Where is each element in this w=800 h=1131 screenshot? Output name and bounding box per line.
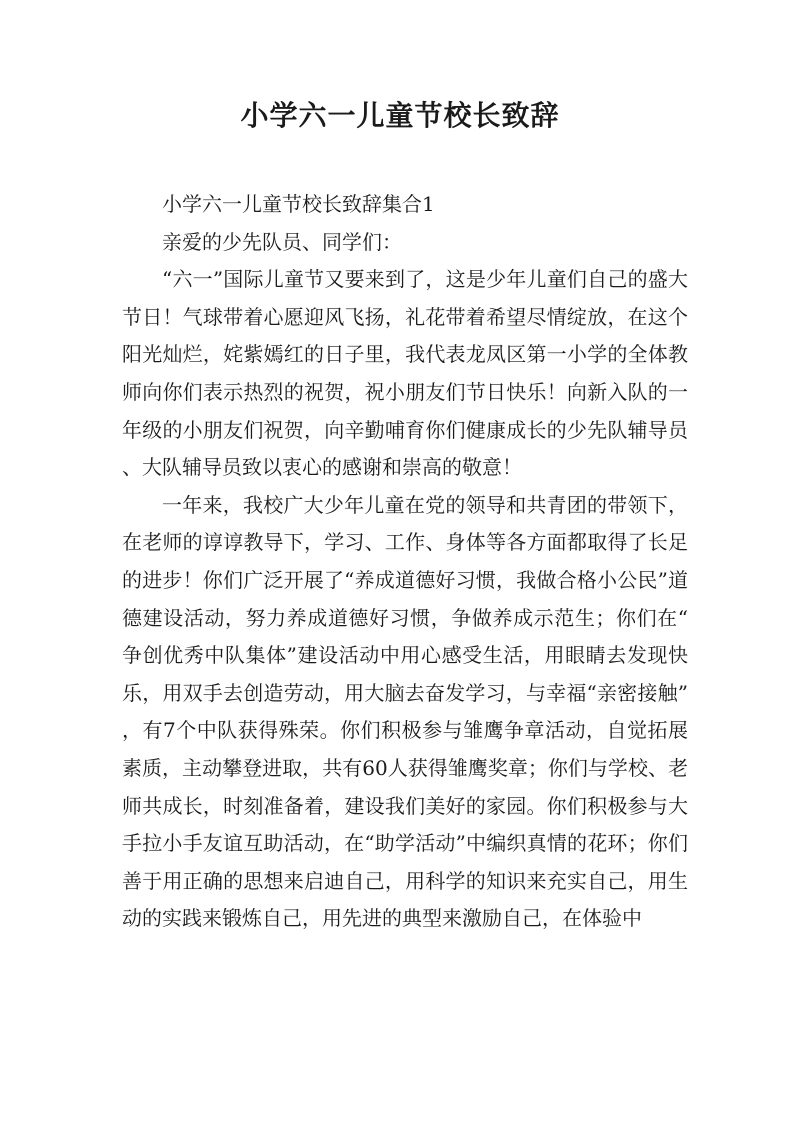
document-title: 小学六一儿童节校长致辞	[240, 99, 560, 132]
document-body	[122, 186, 688, 938]
body-paragraph: “六一”国际儿童节又要来到了，这是少年儿童们自己的盛大节日！气球带着心愿迎风飞扬，礼花带着希望尽情绽放，在这个阳光灿烂，姹紫嫣红的日子里，我代表龙凤区第一小学的全体教师向你们表示热烈的祝贺，祝小朋友们节日快乐！向新入队的一年级的小朋友们祝贺，向辛勤哺育你们健康成长的少先队辅导员、大队辅导员致以衷心的感谢和崇高的敬意！	[122, 267, 688, 480]
section-heading: 小学六一儿童节校长致辞集合1	[162, 192, 435, 216]
salutation: 亲爱的少先队员、同学们：	[162, 229, 402, 254]
body-paragraph: 一年来，我校广大少年儿童在党的领导和共青团的带领下，在老师的谆谆教导下，学习、工作、身体等各方面都取得了长足的进步！你们广泛开展了“养成道德好习惯，我做合格小公民”道德建设活动，努力养成道德好习惯，争做养成示范生；你们在“争创优秀中队集体”建设活动中用心感受生活，用眼睛去发现快乐，用双手去创造劳动，用大脑去奋发学习，与幸福“亲密接触”，有7个中队获得殊荣。你们积极参与雏鹰争章活动，自觉拓展素质，主动攀登进取，共有60人获得雏鹰奖章；你们与学校、老师共成长，时刻准备着，建设我们美好的家园。你们积极参与大手拉小手友谊互助活动，在“助学活动”中编织真情的花环；你们善于用正确的思想来启迪自己，用科学的知识来充实自己，用生动的实践来锻炼自己，用先进的典型来激励自己，在体验中	[122, 492, 688, 931]
